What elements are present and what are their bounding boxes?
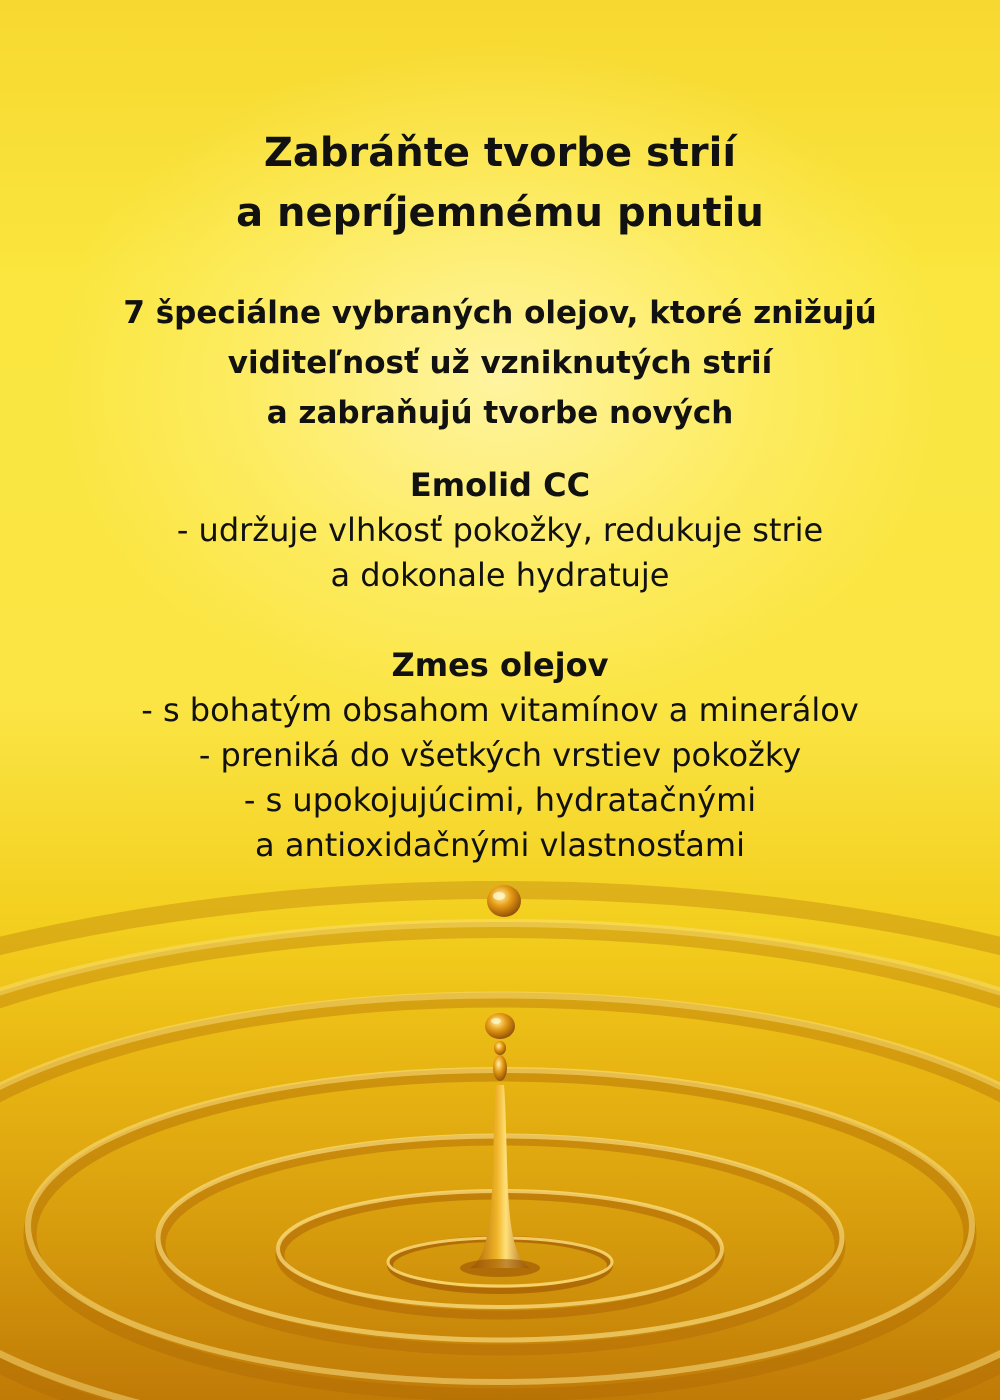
- subheadline-line: a zabraňujú tvorbe nových: [266, 395, 734, 431]
- subheadline-line: viditeľnosť už vzniknutých strií: [227, 345, 773, 381]
- section-line: - s bohatým obsahom vitamínov a minerálov: [141, 691, 859, 729]
- section-oil-blend: [0, 642, 1000, 868]
- subheadline-line: 7 špeciálne vybraných olejov, ktoré znižujú: [123, 295, 877, 331]
- section-line: - preniká do všetkých vrstiev pokožky: [198, 736, 802, 774]
- subheadline: [0, 288, 1000, 438]
- section-emolid: [0, 462, 1000, 598]
- section-line: - s upokojujúcimi, hydratačnými: [243, 781, 757, 819]
- headline-line: Zabráňte tvorbe strií: [263, 130, 737, 176]
- section-line: - udržuje vlhkosť pokožky, redukuje strie: [176, 511, 824, 549]
- section-heading: Zmes olejov: [391, 646, 609, 684]
- headline: [0, 123, 1000, 243]
- headline-line: a nepríjemnému pnutiu: [236, 190, 764, 236]
- section-line: a dokonale hydratuje: [330, 556, 670, 594]
- section-heading: Emolid CC: [409, 466, 591, 504]
- section-line: a antioxidačnými vlastnosťami: [255, 826, 745, 864]
